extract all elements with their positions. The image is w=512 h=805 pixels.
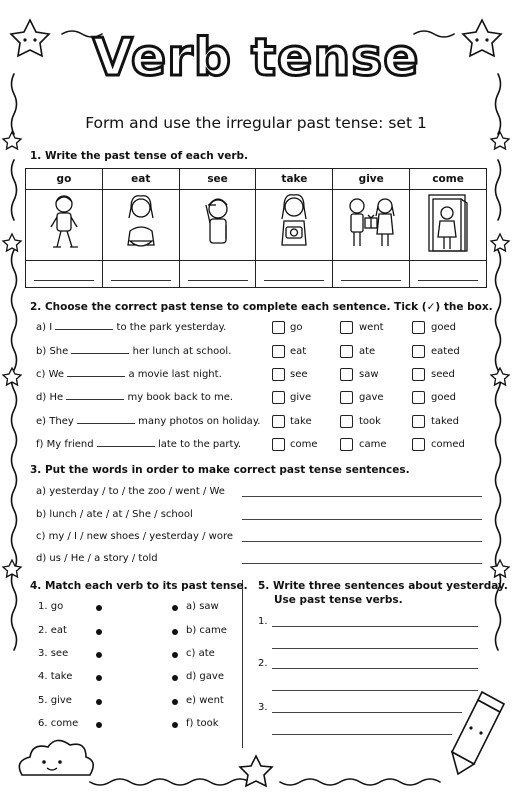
boy-walking-illustration (26, 190, 103, 261)
star-icon-bottom-center (240, 756, 272, 786)
sentence-item (36, 439, 241, 450)
answer-cell[interactable] (333, 261, 410, 288)
match-dot[interactable] (96, 629, 102, 635)
option-label: saw (359, 369, 379, 380)
option-label: eat (290, 346, 307, 357)
verb-header: come (410, 169, 487, 190)
item-label: c) (36, 369, 46, 380)
sentence-start: I (49, 322, 53, 333)
match-dot[interactable] (172, 699, 178, 705)
option-label: taked (431, 416, 459, 427)
match-verb: 3. see (38, 648, 69, 659)
match-dot[interactable] (96, 605, 102, 611)
option-label: go (290, 322, 303, 333)
sentence-item (36, 392, 233, 403)
answer-line[interactable] (272, 668, 478, 669)
girl-camera-illustration (256, 190, 333, 261)
section-2-heading: 2. Choose the correct past tense to complete each sentence. Tick (✓) the box. (30, 301, 493, 313)
small-star-icon (3, 132, 21, 149)
match-past-tense: f) took (186, 718, 219, 729)
match-past-tense: e) went (186, 695, 224, 706)
option-label: took (359, 416, 381, 427)
answer-line[interactable] (272, 712, 462, 713)
sentence-scramble: d) us / He / a story / told (36, 553, 158, 564)
section-4-heading: 4. Match each verb to its past tense. (30, 580, 248, 592)
tick-box[interactable] (340, 438, 353, 451)
blank-line (55, 329, 113, 330)
verb-table (25, 168, 487, 288)
verb-header: take (256, 169, 333, 190)
blank-line (67, 376, 125, 377)
column-divider (242, 580, 243, 748)
sentence-scramble: c) my / I / new shoes / yesterday / wore (36, 531, 233, 542)
option-label: come (290, 439, 318, 450)
blank-line (77, 423, 135, 424)
answer-line[interactable] (272, 626, 478, 627)
sentence-end: to the park yesterday. (116, 322, 227, 333)
match-dot[interactable] (172, 629, 178, 635)
item-label: d) (36, 392, 47, 403)
option-label: ate (359, 346, 376, 357)
answer-line[interactable] (242, 563, 482, 564)
sentence-end: many photos on holiday. (138, 416, 261, 427)
option-label: eated (431, 346, 460, 357)
boy-looking-illustration (179, 190, 256, 261)
match-verb: 1. go (38, 601, 64, 612)
blank-line (71, 353, 129, 354)
sentence-start: We (48, 369, 65, 380)
tick-box[interactable] (272, 438, 285, 451)
answer-cell[interactable] (256, 261, 333, 288)
match-past-tense: a) saw (186, 601, 219, 612)
answer-line[interactable] (242, 541, 482, 542)
page-title: Verb tense (92, 28, 420, 88)
tick-box[interactable] (272, 345, 285, 358)
verb-header: see (179, 169, 256, 190)
tick-box[interactable] (412, 438, 425, 451)
blank-line (97, 446, 155, 447)
sentence-end: a movie last night. (128, 369, 222, 380)
match-verb: 6. come (38, 718, 79, 729)
option-label: goed (431, 392, 456, 403)
tick-box[interactable] (412, 345, 425, 358)
match-dot[interactable] (172, 605, 178, 611)
page-subtitle: Form and use the irregular past tense: set 1 (85, 114, 427, 132)
option-label: went (359, 322, 384, 333)
small-star-icon (491, 132, 509, 149)
tick-box[interactable] (340, 368, 353, 381)
match-verb: 4. take (38, 671, 73, 682)
girl-eating-illustration (102, 190, 179, 261)
match-dot[interactable] (172, 722, 178, 728)
cloud-icon (19, 740, 93, 775)
sentence-number: 1. (258, 616, 268, 627)
verb-header: go (26, 169, 103, 190)
small-star-icon (491, 560, 509, 577)
sentence-number: 2. (258, 658, 268, 669)
option-label: came (359, 439, 387, 450)
item-label: f) (36, 439, 44, 450)
match-past-tense: c) ate (186, 648, 215, 659)
verb-header: eat (102, 169, 179, 190)
sentence-end: late to the party. (157, 439, 242, 450)
sentence-number: 3. (258, 702, 268, 713)
section-5-subheading: Use past tense verbs. (274, 594, 403, 606)
tick-box[interactable] (272, 415, 285, 428)
answer-line[interactable] (272, 734, 452, 735)
match-dot[interactable] (96, 699, 102, 705)
pencil-icon (452, 692, 504, 774)
option-label: comed (431, 439, 465, 450)
sentence-scramble: b) lunch / ate / at / She / school (36, 509, 193, 520)
match-verb: 2. eat (38, 625, 67, 636)
item-label: a) (36, 322, 47, 333)
sentence-item (36, 322, 226, 333)
section-5-heading: 5. Write three sentences about yesterday. (258, 580, 508, 592)
small-star-icon (3, 234, 21, 251)
answer-line[interactable] (272, 690, 478, 691)
option-label: gave (359, 392, 384, 403)
tick-box[interactable] (412, 368, 425, 381)
match-dot[interactable] (96, 722, 102, 728)
tick-box[interactable] (340, 415, 353, 428)
match-past-tense: b) came (186, 625, 227, 636)
tick-box[interactable] (412, 321, 425, 334)
match-past-tense: d) gave (186, 671, 224, 682)
match-dot[interactable] (172, 652, 178, 658)
answer-cell[interactable] (179, 261, 256, 288)
answer-line[interactable] (242, 496, 482, 497)
option-label: see (290, 369, 308, 380)
sentence-end: her lunch at school. (132, 346, 232, 357)
tick-box[interactable] (272, 321, 285, 334)
match-dot[interactable] (96, 675, 102, 681)
blank-line (66, 399, 124, 400)
girl-at-door-illustration (410, 190, 487, 261)
small-star-icon (3, 560, 21, 577)
answer-cell[interactable] (102, 261, 179, 288)
sentence-item (36, 369, 222, 380)
item-label: b) (36, 346, 47, 357)
tick-box[interactable] (412, 415, 425, 428)
tick-box[interactable] (340, 391, 353, 404)
boy-giving-gift-illustration (333, 190, 410, 261)
match-dot[interactable] (172, 675, 178, 681)
answer-line[interactable] (242, 519, 482, 520)
tick-box[interactable] (272, 368, 285, 381)
sentence-item (36, 346, 231, 357)
small-star-icon (491, 234, 509, 251)
match-verb: 5. give (38, 695, 72, 706)
answer-cell[interactable] (410, 261, 487, 288)
answer-line[interactable] (272, 648, 478, 649)
sentence-start: She (49, 346, 69, 357)
match-dot[interactable] (96, 652, 102, 658)
tick-box[interactable] (340, 321, 353, 334)
tick-box[interactable] (272, 391, 285, 404)
small-star-icon (491, 368, 509, 385)
sentence-start: My friend (46, 439, 94, 450)
sentence-end: my book back to me. (127, 392, 234, 403)
tick-box[interactable] (340, 345, 353, 358)
section-3-heading: 3. Put the words in order to make correct past tense sentences. (30, 464, 410, 476)
answer-cell[interactable] (26, 261, 103, 288)
sentence-start: They (49, 416, 74, 427)
item-label: e) (36, 416, 47, 427)
option-label: take (290, 416, 312, 427)
option-label: seed (431, 369, 455, 380)
section-1-heading: 1. Write the past tense of each verb. (30, 150, 249, 162)
sentence-scramble: a) yesterday / to / the zoo / went / We (36, 486, 225, 497)
sentence-item (36, 416, 261, 427)
small-star-icon (3, 368, 21, 385)
verb-header: give (333, 169, 410, 190)
tick-box[interactable] (412, 391, 425, 404)
option-label: give (290, 392, 312, 403)
sentence-start: He (49, 392, 64, 403)
option-label: goed (431, 322, 456, 333)
